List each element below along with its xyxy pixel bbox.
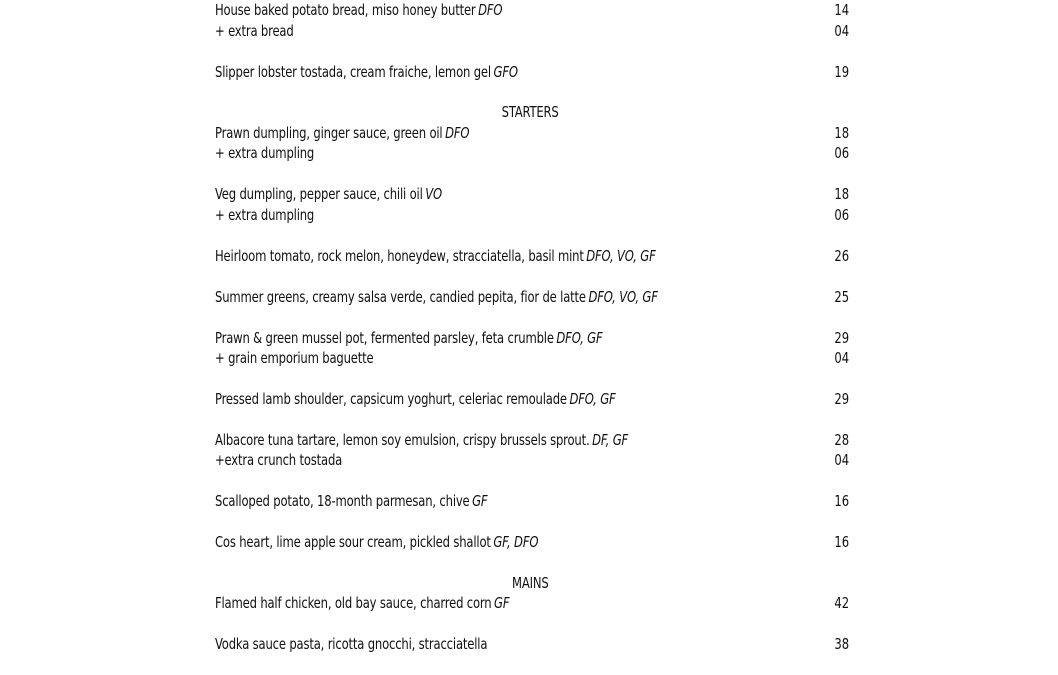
menu-item-description: Cos heart, lime apple sour cream, pickled shallot GF, DFO bbox=[215, 533, 539, 551]
menu-item-description: House baked potato bread, miso honey butter DFO bbox=[215, 1, 503, 19]
dietary-tags: DFO, VO, GF bbox=[588, 288, 658, 306]
menu-item-description: Heirloom tomato, rock melon, honeydew, stracciatella, basil mint DFO, VO, GF bbox=[215, 247, 656, 265]
menu-item-price: 06 bbox=[834, 206, 849, 224]
menu-item-prawn-dumpling bbox=[215, 123, 849, 143]
menu-item-description: Prawn & green mussel pot, fermented parsley, feta crumble DFO, GF bbox=[215, 329, 603, 347]
menu-item-description: Pressed lamb shoulder, capsicum yoghurt, celeriac remoulade DFO, GF bbox=[215, 390, 616, 408]
menu-item-price: 16 bbox=[834, 533, 849, 551]
menu-item-description: Albacore tuna tartare, lemon soy emulsion, crispy brussels sprout. DF, GF bbox=[215, 431, 629, 449]
menu-item-summer-greens bbox=[215, 287, 849, 307]
dietary-tags: DFO, VO, GF bbox=[586, 247, 656, 265]
menu-item-description: + extra bread bbox=[215, 22, 294, 40]
menu-item-veg-dumpling bbox=[215, 184, 849, 204]
menu-item-description: + extra dumpling bbox=[215, 144, 315, 162]
menu-item-price: 29 bbox=[834, 329, 849, 347]
menu-item-baguette bbox=[215, 348, 849, 368]
menu-item-extra-dumpling bbox=[215, 143, 849, 163]
menu-item-cos-heart bbox=[215, 532, 849, 552]
menu-item-extra-tostada bbox=[215, 450, 849, 470]
menu-item-lamb-shoulder bbox=[215, 389, 849, 409]
menu-item-price: 25 bbox=[834, 288, 849, 306]
menu-item-extra-dumpling bbox=[215, 205, 849, 225]
menu-item-description: Scalloped potato, 18-month parmesan, chive GF bbox=[215, 492, 488, 510]
menu-item-description: +extra crunch tostada bbox=[215, 451, 343, 469]
dietary-tags: GF bbox=[494, 594, 510, 612]
menu-item-description: Flamed half chicken, old bay sauce, charred corn GF bbox=[215, 594, 510, 612]
dietary-tags: DFO, GF bbox=[569, 390, 616, 408]
menu-item-price: 14 bbox=[834, 1, 849, 19]
dietary-tags: DFO, GF bbox=[556, 329, 603, 347]
menu-item-description: Prawn dumpling, ginger sauce, green oil DFO bbox=[215, 124, 470, 142]
section-heading-starters: STARTERS bbox=[501, 103, 559, 121]
menu-item-price: 16 bbox=[834, 492, 849, 510]
menu-item-price: 19 bbox=[834, 63, 849, 81]
menu-item-price: 38 bbox=[834, 635, 849, 653]
menu-item-price: 26 bbox=[834, 247, 849, 265]
menu-item-tuna-tartare bbox=[215, 430, 849, 450]
menu-item-extra-bread bbox=[215, 21, 849, 41]
dietary-tags: DF, GF bbox=[592, 431, 629, 449]
menu-item-prawn-mussel-pot bbox=[215, 328, 849, 348]
dietary-tags: DFO bbox=[478, 1, 503, 19]
menu-item-vodka-pasta bbox=[215, 634, 849, 654]
menu-item-price: 06 bbox=[834, 144, 849, 162]
menu-item-description: Veg dumpling, pepper sauce, chili oil VO bbox=[215, 185, 442, 203]
menu-item-half-chicken bbox=[215, 593, 849, 613]
menu-item-heirloom-tomato bbox=[215, 246, 849, 266]
menu-item-price: 04 bbox=[834, 22, 849, 40]
menu-item-description: + grain emporium baguette bbox=[215, 349, 374, 367]
menu-item-price: 04 bbox=[834, 451, 849, 469]
menu-item-price: 42 bbox=[834, 594, 849, 612]
dietary-tags: VO bbox=[425, 185, 442, 203]
menu-item-description: Slipper lobster tostada, cream fraiche, lemon gel GFO bbox=[215, 63, 518, 81]
menu-item-price: 18 bbox=[834, 185, 849, 203]
menu-item-description: Vodka sauce pasta, ricotta gnocchi, stracciatella bbox=[215, 635, 488, 653]
menu-item-description: Summer greens, creamy salsa verde, candied pepita, fior de latte DFO, VO, GF bbox=[215, 288, 658, 306]
menu-item-price: 29 bbox=[834, 390, 849, 408]
menu-item-price: 18 bbox=[834, 124, 849, 142]
menu-item-price: 28 bbox=[834, 431, 849, 449]
section-heading-mains: MAINS bbox=[511, 574, 549, 592]
dietary-tags: GFO bbox=[493, 63, 518, 81]
menu-item-scalloped-potato bbox=[215, 491, 849, 511]
menu-item-lobster-tostada bbox=[215, 62, 849, 82]
menu-item-price: 04 bbox=[834, 349, 849, 367]
dietary-tags: GF bbox=[472, 492, 488, 510]
menu-item-description: + extra dumpling bbox=[215, 206, 315, 224]
dietary-tags: DFO bbox=[445, 124, 470, 142]
menu-item-potato-bread bbox=[215, 0, 849, 20]
dietary-tags: GF, DFO bbox=[493, 533, 539, 551]
